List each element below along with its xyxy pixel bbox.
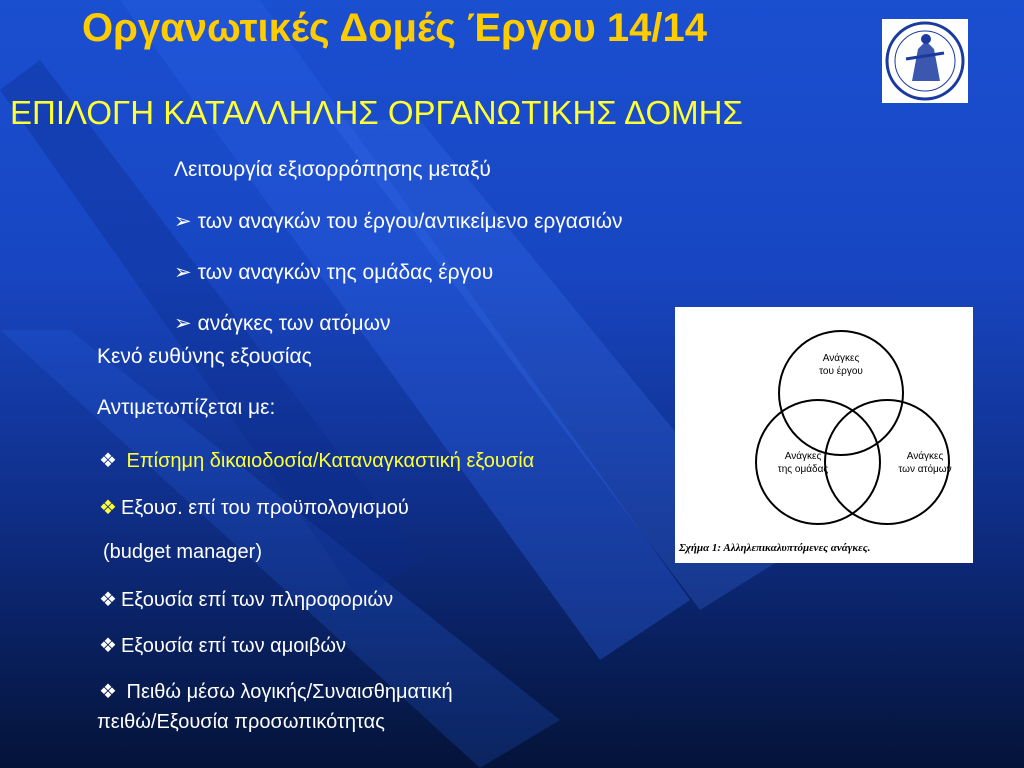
venn-diagram-figure bbox=[675, 307, 973, 563]
diamond-bullet-item bbox=[99, 448, 534, 473]
arrow-bullet-item bbox=[174, 209, 622, 234]
diamond-bullet-icon: ❖ bbox=[99, 497, 117, 519]
arrow-bullet-item bbox=[174, 311, 391, 336]
diamond-bullet-text: Πειθώ μέσω λογικής/Συναισθηματική bbox=[126, 681, 453, 703]
diamond-bullet-icon: ❖ bbox=[99, 681, 117, 703]
diamond-bullet-icon: ❖ bbox=[99, 450, 117, 472]
gap-label: Κενό ευθύνης εξουσίας bbox=[97, 345, 312, 368]
arrow-bullet-text: των αναγκών του έργου/αντικείμενο εργασιών bbox=[197, 210, 623, 233]
venn-label: Ανάγκες bbox=[906, 451, 944, 462]
venn-circle bbox=[779, 331, 903, 455]
arrow-bullet-text: ανάγκες των ατόμων bbox=[197, 312, 391, 335]
diamond-bullet-item bbox=[99, 679, 453, 704]
arrow-bullet-item bbox=[174, 260, 493, 285]
figure-caption: Σχήμα 1: Αλληλεπικαλυπτόμενες ανάγκες. bbox=[679, 542, 871, 554]
diamond-bullet-item bbox=[99, 587, 393, 612]
diamond-bullet-item bbox=[99, 495, 409, 520]
venn-label: της ομάδας bbox=[777, 464, 829, 475]
budget-note: (budget manager) bbox=[103, 541, 262, 563]
diamond-bullet-icon: ❖ bbox=[99, 635, 117, 657]
diamond-bullet-text: Εξουσία επί των πληροφοριών bbox=[120, 589, 394, 611]
last-line: πειθώ/Εξουσία προσωπικότητας bbox=[97, 711, 385, 733]
venn-circle bbox=[825, 400, 952, 524]
addressed-label: Αντιμετωπίζεται με: bbox=[97, 396, 276, 419]
venn-label: Ανάγκες bbox=[784, 451, 822, 462]
arrow-bullet-icon: ➢ bbox=[174, 210, 192, 233]
diamond-bullet-icon: ❖ bbox=[99, 589, 117, 611]
slide-title: Οργανωτικές Δομές Έργου 14/14 bbox=[82, 6, 708, 50]
venn-label: του έργου bbox=[819, 366, 863, 377]
diamond-bullet-text: Εξουσ. επί του προϋπολογισμού bbox=[120, 497, 409, 519]
intro-text: Λειτουργία εξισορρόπησης μεταξύ bbox=[174, 158, 491, 181]
diamond-bullet-text: Εξουσία επί των αμοιβών bbox=[120, 635, 346, 657]
arrow-bullet-icon: ➢ bbox=[174, 261, 192, 284]
venn-label: Ανάγκες bbox=[822, 353, 860, 364]
diamond-bullet-item bbox=[99, 633, 346, 658]
university-seal-icon bbox=[882, 19, 968, 103]
slide-subtitle: ΕΠΙΛΟΓΗ ΚΑΤΑΛΛΗΛΗΣ ΟΡΓΑΝΩΤΙΚΗΣ ΔΟΜΗΣ bbox=[10, 94, 743, 131]
venn-circle bbox=[756, 400, 880, 524]
diamond-bullet-text: Επίσημη δικαιοδοσία/Καταναγκαστική εξουσία bbox=[126, 450, 535, 472]
venn-label: των ατόμων bbox=[898, 464, 952, 475]
arrow-bullet-text: των αναγκών της ομάδας έργου bbox=[197, 261, 494, 284]
arrow-bullet-icon: ➢ bbox=[174, 312, 192, 335]
